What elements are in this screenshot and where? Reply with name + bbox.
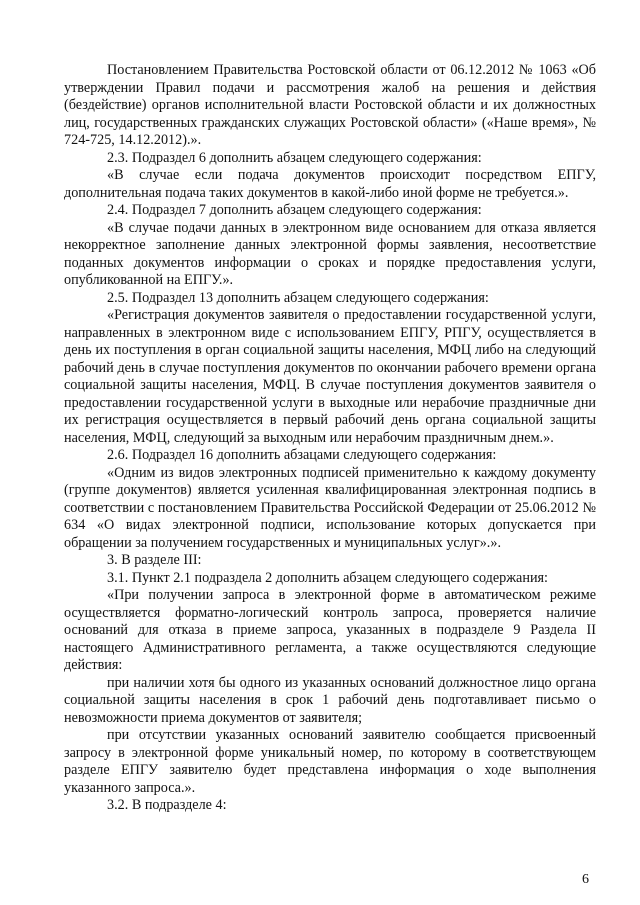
paragraph-resolution-reference: Постановлением Правительства Ростовской области от 06.12.2012 № 1063 «Об утверждении Правил подачи и рассмотрения жалоб на решения и действия (бездействие) органов исполнительной власти Ростовской области и их должностных лиц, государственных гражданских служащих Ростовской области» («Наше время», № 724-725, 14.12.2012).».: [64, 62, 596, 148]
paragraph-2-6-heading: 2.6. Подраздел 16 дополнить абзацами следующего содержания:: [107, 447, 497, 463]
page-number: 6: [582, 872, 589, 887]
paragraph-3-1-heading: 3.1. Пункт 2.1 подраздела 2 дополнить абзацем следующего содержания:: [107, 569, 549, 586]
paragraph-2-3-heading: 2.3. Подраздел 6 дополнить абзацем следующего содержания:: [107, 149, 482, 166]
paragraph-3-1-text: «При получении запроса в электронной форме в автоматическом режиме осуществляется форматно-логический контроль запроса, проверяется наличие оснований для отказа в приеме запроса, указанных в подразделе 9 Раздела II настоящего Административного регламента, а также осуществляются следующие действия:: [64, 587, 596, 673]
paragraph-2-5-heading: 2.5. Подраздел 13 дополнить абзацем следующего содержания:: [107, 289, 489, 306]
paragraph-3-1-item-1: при наличии хотя бы одного из указанных оснований должностное лицо органа социальной защиты населения в срок 1 рабочий день подготавливает письмо о невозможности приема документов от заявителя;: [64, 674, 596, 726]
paragraph-2-4-text: «В случае подачи данных в электронном виде основанием для отказа является некорректное заполнение данных электронной формы заявления, несоответствие поданных документов информации о сроках и порядке предоставления услуги, опубликованной на ЕПГУ.».: [64, 219, 596, 288]
paragraph-2-5-text: «Регистрация документов заявителя о предоставлении государственной услуги, направленных в электронном виде с использованием ЕПГУ, РПГУ, осуществляется в день их поступления в орган социальной защиты населения, МФЦ либо на следующий рабочий день в случае поступления документов по окончании рабочего времени органа социальной защиты населения, МФЦ. В случае поступления документов заявителя о предоставлении государственной услуги в выходные или нерабочие праздничные дни их регистрация осуществляется в первый рабочий день органа социальной защиты населения, МФЦ, следующий за выходным или нерабочим праздничным днем.».: [64, 307, 596, 446]
paragraph-section-3-heading: 3. В разделе III:: [107, 552, 202, 568]
paragraph-3-1-item-2: при отсутствии указанных оснований заявителю сообщается присвоенный запросу в электронной форме уникальный номер, по которому в соответствующем разделе ЕПГУ заявителю будет представлена информация о ходе выполнения указанного запроса.».: [64, 727, 596, 796]
paragraph-2-4-heading: 2.4. Подраздел 7 дополнить абзацем следующего содержания:: [107, 202, 482, 218]
paragraph-2-3-text: «В случае если подача документов происходит посредством ЕПГУ, дополнительная подача таких документов в какой-либо иной форме не требуется.».: [64, 167, 596, 201]
paragraph-3-2-heading: 3.2. В подразделе 4:: [107, 797, 227, 813]
paragraph-2-6-text: «Одним из видов электронных подписей применительно к каждому документу (группе документов) является усиленная квалифицированная электронная подпись в соответствии с постановлением Правительства Российской Федерации от 25.06.2012 № 634 «О видах электронной подписи, использование которых допускается при обращении за получением государственных и муниципальных услуг».».: [64, 464, 596, 551]
document-page: [64, 62, 596, 815]
